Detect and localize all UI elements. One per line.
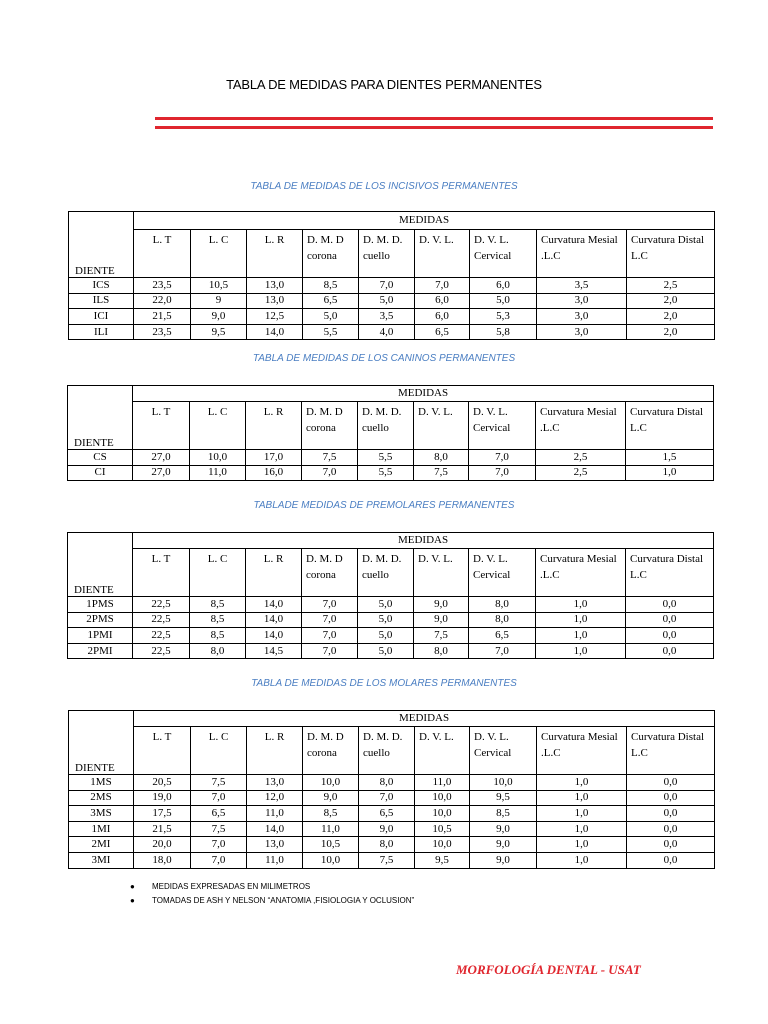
- medidas-header: MEDIDAS: [134, 711, 715, 727]
- note-item: [130, 880, 414, 894]
- value-cell: 14,0: [246, 597, 302, 613]
- notes-list: [130, 880, 414, 908]
- value-cell: 7,5: [302, 450, 358, 466]
- bullet-icon: ●: [130, 882, 135, 891]
- diente-header: DIENTE: [68, 533, 133, 597]
- value-cell: 14,5: [246, 643, 302, 659]
- table-row: [69, 324, 715, 340]
- value-cell: 7,5: [191, 821, 247, 837]
- value-cell: 1,5: [626, 450, 714, 466]
- red-rule-bottom: [155, 126, 713, 129]
- measurements-table-caninos: [67, 385, 714, 481]
- value-cell: 7,0: [359, 790, 415, 806]
- value-cell: 22,5: [133, 612, 190, 628]
- value-cell: 6,0: [415, 309, 470, 325]
- value-cell: 18,0: [134, 852, 191, 868]
- value-cell: 5,0: [359, 293, 415, 309]
- column-header: Curvatura Mesial .L.C: [537, 727, 627, 775]
- value-cell: 21,5: [134, 821, 191, 837]
- value-cell: 10,0: [190, 450, 246, 466]
- diente-cell: ILS: [69, 293, 134, 309]
- value-cell: 7,5: [414, 465, 469, 481]
- column-header: D. M. D. cuello: [359, 727, 415, 775]
- value-cell: 0,0: [627, 821, 715, 837]
- diente-cell: 3MS: [69, 806, 134, 822]
- value-cell: 7,5: [359, 852, 415, 868]
- value-cell: 22,5: [133, 628, 190, 644]
- diente-cell: 2MS: [69, 790, 134, 806]
- diente-cell: ICS: [69, 278, 134, 294]
- value-cell: 0,0: [626, 643, 714, 659]
- value-cell: 3,0: [537, 324, 627, 340]
- value-cell: 6,5: [191, 806, 247, 822]
- value-cell: 9,5: [191, 324, 247, 340]
- value-cell: 3,5: [537, 278, 627, 294]
- value-cell: 7,0: [359, 278, 415, 294]
- column-header: Curvatura Mesial .L.C: [536, 402, 626, 450]
- medidas-header: MEDIDAS: [134, 212, 715, 230]
- value-cell: 9,0: [470, 821, 537, 837]
- note-item: [130, 894, 414, 908]
- value-cell: 0,0: [626, 612, 714, 628]
- value-cell: 9,0: [470, 837, 537, 853]
- value-cell: 10,0: [415, 806, 470, 822]
- value-cell: 20,0: [134, 837, 191, 853]
- value-cell: 10,5: [303, 837, 359, 853]
- column-header: D. V. L.: [415, 230, 470, 278]
- value-cell: 0,0: [627, 852, 715, 868]
- value-cell: 7,0: [191, 852, 247, 868]
- document-title: TABLA DE MEDIDAS PARA DIENTES PERMANENTES: [226, 77, 542, 92]
- value-cell: 11,0: [247, 852, 303, 868]
- value-cell: 0,0: [627, 790, 715, 806]
- value-cell: 8,5: [303, 806, 359, 822]
- table-row: [69, 790, 715, 806]
- column-header: L. R: [246, 402, 302, 450]
- measurements-table-premolares: [67, 532, 714, 659]
- value-cell: 7,0: [415, 278, 470, 294]
- value-cell: 7,0: [302, 597, 358, 613]
- value-cell: 11,0: [247, 806, 303, 822]
- column-header: Curvatura Mesial .L.C: [537, 230, 627, 278]
- diente-cell: ICI: [69, 309, 134, 325]
- column-header: D. V. L.: [414, 402, 469, 450]
- column-header: L. T: [134, 230, 191, 278]
- table-row: [68, 450, 714, 466]
- value-cell: 12,0: [247, 790, 303, 806]
- value-cell: 8,5: [190, 628, 246, 644]
- table-row: [69, 293, 715, 309]
- value-cell: 13,0: [247, 293, 303, 309]
- value-cell: 10,5: [191, 278, 247, 294]
- value-cell: 21,5: [134, 309, 191, 325]
- column-header: Curvatura Distal L.C: [627, 230, 715, 278]
- value-cell: 6,5: [415, 324, 470, 340]
- column-header: D. V. L.: [414, 549, 469, 597]
- value-cell: 1,0: [536, 612, 626, 628]
- column-header: L. R: [247, 230, 303, 278]
- table-row: [68, 465, 714, 481]
- value-cell: 6,5: [359, 806, 415, 822]
- value-cell: 4,0: [359, 324, 415, 340]
- bullet-icon: ●: [130, 896, 135, 905]
- column-header: D. V. L. Cervical: [469, 402, 536, 450]
- diente-cell: 2PMI: [68, 643, 133, 659]
- value-cell: 1,0: [537, 852, 627, 868]
- value-cell: 0,0: [627, 775, 715, 791]
- value-cell: 7,0: [469, 643, 536, 659]
- value-cell: 11,0: [190, 465, 246, 481]
- value-cell: 0,0: [626, 628, 714, 644]
- value-cell: 16,0: [246, 465, 302, 481]
- value-cell: 8,0: [359, 775, 415, 791]
- value-cell: 13,0: [247, 278, 303, 294]
- value-cell: 22,5: [133, 597, 190, 613]
- value-cell: 13,0: [247, 837, 303, 853]
- value-cell: 20,5: [134, 775, 191, 791]
- table-row: [69, 775, 715, 791]
- value-cell: 8,5: [190, 597, 246, 613]
- column-header: L. C: [191, 230, 247, 278]
- value-cell: 8,5: [190, 612, 246, 628]
- value-cell: 5,3: [470, 309, 537, 325]
- value-cell: 0,0: [626, 597, 714, 613]
- value-cell: 9,0: [414, 612, 469, 628]
- diente-cell: ILI: [69, 324, 134, 340]
- column-header: D. M. D corona: [303, 727, 359, 775]
- value-cell: 5,8: [470, 324, 537, 340]
- diente-cell: CS: [68, 450, 133, 466]
- column-header: Curvatura Distal L.C: [627, 727, 715, 775]
- table-row: [69, 278, 715, 294]
- diente-cell: 1PMI: [68, 628, 133, 644]
- table-caption-molares: TABLA DE MEDIDAS DE LOS MOLARES PERMANENTES: [251, 678, 517, 689]
- column-header: Curvatura Distal L.C: [626, 402, 714, 450]
- value-cell: 23,5: [134, 324, 191, 340]
- table-row: [69, 309, 715, 325]
- value-cell: 1,0: [536, 643, 626, 659]
- value-cell: 2,5: [536, 450, 626, 466]
- value-cell: 9,0: [470, 852, 537, 868]
- value-cell: 9,5: [470, 790, 537, 806]
- value-cell: 22,5: [133, 643, 190, 659]
- value-cell: 5,0: [470, 293, 537, 309]
- value-cell: 2,0: [627, 309, 715, 325]
- diente-cell: CI: [68, 465, 133, 481]
- column-header: L. T: [133, 549, 190, 597]
- value-cell: 9: [191, 293, 247, 309]
- value-cell: 7,0: [469, 450, 536, 466]
- value-cell: 9,0: [303, 790, 359, 806]
- column-header: D. M. D corona: [302, 402, 358, 450]
- value-cell: 17,5: [134, 806, 191, 822]
- value-cell: 7,0: [302, 612, 358, 628]
- table-row: [69, 806, 715, 822]
- value-cell: 5,5: [358, 465, 414, 481]
- value-cell: 10,0: [303, 775, 359, 791]
- diente-cell: 1PMS: [68, 597, 133, 613]
- table-row: [69, 837, 715, 853]
- value-cell: 1,0: [537, 790, 627, 806]
- value-cell: 27,0: [133, 465, 190, 481]
- column-header: D. V. L. Cervical: [469, 549, 536, 597]
- value-cell: 14,0: [247, 324, 303, 340]
- value-cell: 1,0: [537, 821, 627, 837]
- diente-cell: 1MI: [69, 821, 134, 837]
- value-cell: 8,0: [359, 837, 415, 853]
- value-cell: 22,0: [134, 293, 191, 309]
- column-header: L. T: [133, 402, 190, 450]
- value-cell: 7,0: [302, 628, 358, 644]
- value-cell: 1,0: [536, 628, 626, 644]
- footer-label: MORFOLOGÍA DENTAL - USAT: [456, 962, 641, 977]
- measurements-table-incisivos: [68, 211, 715, 340]
- value-cell: 5,5: [358, 450, 414, 466]
- column-header: D. M. D. cuello: [358, 402, 414, 450]
- value-cell: 9,0: [191, 309, 247, 325]
- table-row: [68, 628, 714, 644]
- value-cell: 10,0: [303, 852, 359, 868]
- table-row: [68, 597, 714, 613]
- column-header: Curvatura Mesial .L.C: [536, 549, 626, 597]
- value-cell: 7,5: [191, 775, 247, 791]
- value-cell: 1,0: [626, 465, 714, 481]
- value-cell: 2,5: [536, 465, 626, 481]
- value-cell: 5,5: [303, 324, 359, 340]
- value-cell: 12,5: [247, 309, 303, 325]
- note-text: MEDIDAS EXPRESADAS EN MILIMETROS: [152, 882, 311, 891]
- value-cell: 14,0: [246, 612, 302, 628]
- column-header: D. M. D corona: [303, 230, 359, 278]
- value-cell: 3,0: [537, 293, 627, 309]
- value-cell: 6,5: [469, 628, 536, 644]
- value-cell: 8,0: [414, 450, 469, 466]
- value-cell: 0,0: [627, 837, 715, 853]
- value-cell: 3,5: [359, 309, 415, 325]
- diente-header: DIENTE: [69, 212, 134, 278]
- column-header: D. M. D corona: [302, 549, 358, 597]
- value-cell: 8,0: [469, 597, 536, 613]
- value-cell: 3,0: [537, 309, 627, 325]
- value-cell: 6,5: [303, 293, 359, 309]
- value-cell: 1,0: [537, 775, 627, 791]
- value-cell: 8,5: [303, 278, 359, 294]
- value-cell: 7,0: [469, 465, 536, 481]
- value-cell: 5,0: [358, 628, 414, 644]
- value-cell: 7,5: [414, 628, 469, 644]
- value-cell: 11,0: [415, 775, 470, 791]
- value-cell: 2,0: [627, 293, 715, 309]
- table-row: [69, 852, 715, 868]
- column-header: L. C: [191, 727, 247, 775]
- value-cell: 19,0: [134, 790, 191, 806]
- value-cell: 6,0: [470, 278, 537, 294]
- value-cell: 13,0: [247, 775, 303, 791]
- value-cell: 6,0: [415, 293, 470, 309]
- value-cell: 17,0: [246, 450, 302, 466]
- diente-cell: 1MS: [69, 775, 134, 791]
- value-cell: 11,0: [303, 821, 359, 837]
- column-header: D. V. L.: [415, 727, 470, 775]
- value-cell: 14,0: [247, 821, 303, 837]
- value-cell: 9,0: [414, 597, 469, 613]
- value-cell: 1,0: [537, 837, 627, 853]
- value-cell: 1,0: [537, 806, 627, 822]
- diente-header: DIENTE: [68, 386, 133, 450]
- medidas-header: MEDIDAS: [133, 386, 714, 402]
- value-cell: 7,0: [191, 790, 247, 806]
- diente-cell: 2MI: [69, 837, 134, 853]
- column-header: L. R: [246, 549, 302, 597]
- column-header: Curvatura Distal L.C: [626, 549, 714, 597]
- value-cell: 5,0: [358, 597, 414, 613]
- table-row: [68, 612, 714, 628]
- value-cell: 2,5: [627, 278, 715, 294]
- table-row: [68, 643, 714, 659]
- value-cell: 0,0: [627, 806, 715, 822]
- value-cell: 14,0: [246, 628, 302, 644]
- value-cell: 10,0: [415, 790, 470, 806]
- column-header: D. M. D. cuello: [358, 549, 414, 597]
- table-caption-caninos: TABLA DE MEDIDAS DE LOS CANINOS PERMANENTES: [252, 353, 516, 364]
- column-header: D. V. L. Cervical: [470, 727, 537, 775]
- value-cell: 5,0: [303, 309, 359, 325]
- column-header: L. C: [190, 402, 246, 450]
- medidas-header: MEDIDAS: [133, 533, 714, 549]
- value-cell: 27,0: [133, 450, 190, 466]
- column-header: L. C: [190, 549, 246, 597]
- column-header: D. M. D. cuello: [359, 230, 415, 278]
- column-header: L. R: [247, 727, 303, 775]
- diente-header: DIENTE: [69, 711, 134, 775]
- red-rule-top: [155, 117, 713, 120]
- value-cell: 8,0: [414, 643, 469, 659]
- value-cell: 7,0: [302, 465, 358, 481]
- value-cell: 7,0: [302, 643, 358, 659]
- value-cell: 10,0: [415, 837, 470, 853]
- column-header: D. V. L. Cervical: [470, 230, 537, 278]
- value-cell: 5,0: [358, 643, 414, 659]
- table-caption-incisivos: TABLA DE MEDIDAS DE LOS INCISIVOS PERMANENTES: [250, 181, 518, 192]
- value-cell: 8,5: [470, 806, 537, 822]
- value-cell: 23,5: [134, 278, 191, 294]
- value-cell: 9,0: [359, 821, 415, 837]
- diente-cell: 2PMS: [68, 612, 133, 628]
- value-cell: 9,5: [415, 852, 470, 868]
- table-caption-premolares: TABLADE MEDIDAS DE PREMOLARES PERMANENTES: [253, 500, 515, 511]
- value-cell: 10,0: [470, 775, 537, 791]
- diente-cell: 3MI: [69, 852, 134, 868]
- column-header: L. T: [134, 727, 191, 775]
- table-row: [69, 821, 715, 837]
- value-cell: 8,0: [469, 612, 536, 628]
- value-cell: 8,0: [190, 643, 246, 659]
- value-cell: 1,0: [536, 597, 626, 613]
- value-cell: 7,0: [191, 837, 247, 853]
- value-cell: 10,5: [415, 821, 470, 837]
- value-cell: 5,0: [358, 612, 414, 628]
- measurements-table-molares: [68, 710, 715, 869]
- value-cell: 2,0: [627, 324, 715, 340]
- note-text: TOMADAS DE ASH Y NELSON “ANATOMIA ,FISIOLOGIA Y OCLUSION”: [152, 896, 415, 905]
